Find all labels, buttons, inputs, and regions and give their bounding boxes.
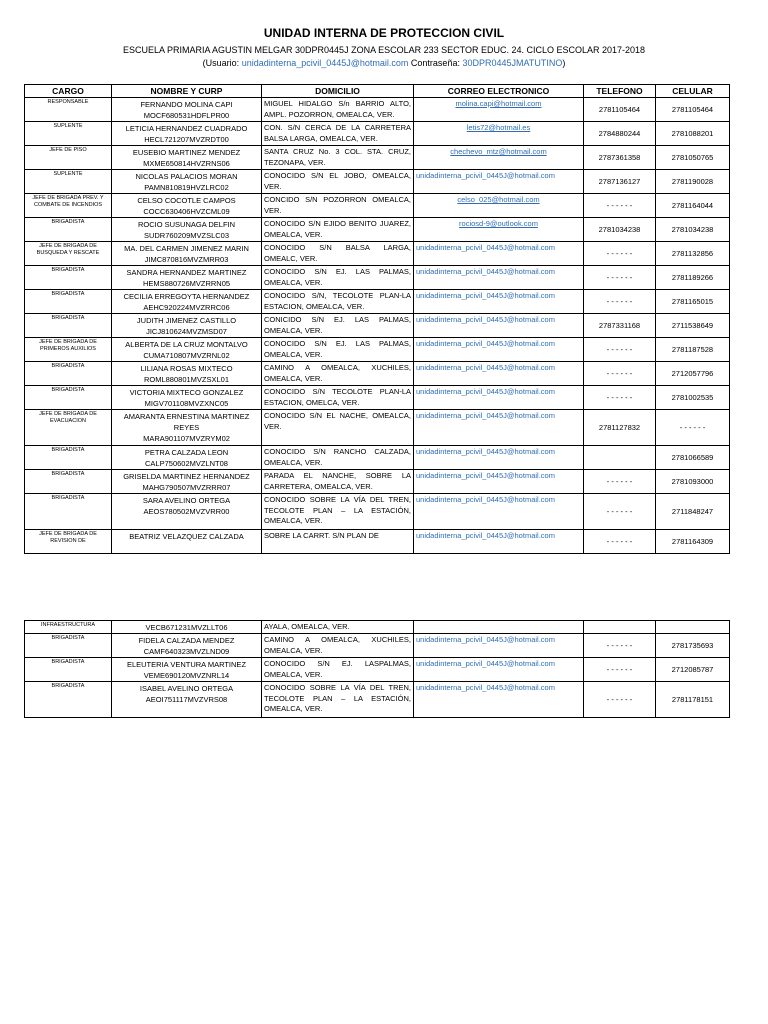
nombre-curp-cell	[112, 682, 262, 718]
cargo-cell: BRIGADISTA	[25, 658, 112, 682]
correo-cell: unidadinterna_pcivil_0445J@hotmail.com	[414, 446, 584, 470]
nombre-text: ELEUTERIA VENTURA MARTINEZ	[126, 660, 247, 669]
school-info: ESCUELA PRIMARIA AGUSTIN MELGAR 30DPR0445J ZONA ESCOLAR 233 SECTOR EDUC. 24. CICLO ESCOLAR 2017-2018	[122, 45, 646, 55]
cargo-cell: BRIGADISTA	[25, 446, 112, 470]
curp-text: AEOI751117MVZVRS08	[145, 695, 228, 704]
curp-text: MXME650814HVZRNS06	[143, 159, 230, 168]
correo-cell[interactable]: chechevo_mtz@hotmail.com	[414, 146, 584, 170]
domicilio-cell: CONOCIDO S/N, TECOLOTE PLAN-LA ESTACION, OMEALCA, VER.	[262, 290, 414, 314]
curp-text: AEHC920224MVZRRC06	[143, 303, 230, 312]
correo-cell: unidadinterna_pcivil_0445J@hotmail.com	[414, 242, 584, 266]
nombre-text: EUSEBIO MARTINEZ MENDEZ	[132, 148, 241, 157]
telefono-cell: - - - - - -	[584, 634, 656, 658]
curp-text: PAMN810819HVZLRC02	[144, 183, 229, 192]
brigade-table	[24, 84, 730, 554]
telefono-cell: 2781105464	[584, 98, 656, 122]
domicilio-cell: CONOCIDO S/N EJ. LAS PALMAS, OMEALCA, VER.	[262, 338, 414, 362]
brigade-table-continued	[24, 620, 730, 718]
celular-cell: 2711538649	[656, 314, 730, 338]
cargo-cell: BRIGADISTA	[25, 266, 112, 290]
telefono-cell: 2787331168	[584, 314, 656, 338]
curp-text: JICJ810624MVZMSD07	[146, 327, 227, 336]
nombre-curp-cell	[112, 658, 262, 682]
celular-cell: - - - - - -	[656, 410, 730, 446]
telefono-cell: 2784880244	[584, 122, 656, 146]
domicilio-cell: CONICIDO S/N EJ. LAS PALMAS, OMEALCA, VER.	[262, 314, 414, 338]
domicilio-cell: CAMINO A OMEALCA, XUCHILES, OMEALCA, VER.	[262, 634, 414, 658]
curp-text: MARA901107MVZRYM02	[143, 434, 230, 443]
nombre-text: CELSO COCOTLE CAMPOS	[137, 196, 236, 205]
celular-cell: 2781735693	[656, 634, 730, 658]
nombre-curp-cell	[112, 170, 262, 194]
correo-cell: unidadinterna_pcivil_0445J@hotmail.com	[414, 338, 584, 362]
cargo-cell: RESPONSABLE	[25, 98, 112, 122]
celular-cell: 2712085787	[656, 658, 730, 682]
telefono-cell: - - - - - -	[584, 194, 656, 218]
nombre-text: FIDELA CALZADA MENDEZ	[138, 636, 235, 645]
column-header-correo: CORREO ELECTRONICO	[414, 85, 584, 98]
nombre-curp-cell	[112, 314, 262, 338]
domicilio-cell: CONOCIDO S/N EJIDO BENITO JUAREZ, OMEALCA, VER.	[262, 218, 414, 242]
domicilio-cell: CONOCIDO S/N EL JOBO, OMEALCA, VER.	[262, 170, 414, 194]
nombre-text: FERNANDO MOLINA CAPI	[140, 100, 233, 109]
nombre-curp-cell	[112, 386, 262, 410]
cargo-cell: BRIGADISTA	[25, 386, 112, 410]
correo-cell[interactable]: letis72@hotmail.es	[414, 122, 584, 146]
nombre-text: ISABEL AVELINO ORTEGA	[139, 684, 234, 693]
cargo-cell: JEFE DE BRIGADA DE REVISION DE	[25, 530, 112, 554]
correo-cell: unidadinterna_pcivil_0445J@hotmail.com	[414, 362, 584, 386]
nombre-text: LILIANA ROSAS MIXTECO	[140, 364, 233, 373]
curp-text: CAMF640323MVZLND09	[143, 647, 230, 656]
correo-cell	[414, 621, 584, 634]
cargo-cell: JEFE DE BRIGADA DE PRIMEROS AUXILIOS	[25, 338, 112, 362]
table-row	[25, 410, 730, 446]
nombre-text: ALBERTA DE LA CRUZ MONTALVO	[125, 340, 248, 349]
telefono-cell: - - - - - -	[584, 682, 656, 718]
table-body	[25, 98, 730, 554]
table-header-row	[25, 85, 730, 98]
nombre-text: PETRA CALZADA LEON	[144, 448, 229, 457]
correo-cell[interactable]: molina.capi@hotmail.com	[414, 98, 584, 122]
correo-cell[interactable]: rociosd-9@outlook.com	[414, 218, 584, 242]
telefono-cell: - - - - - -	[584, 266, 656, 290]
curp-text: MAHG790507MVZRRR07	[142, 483, 231, 492]
cargo-cell: BRIGADISTA	[25, 218, 112, 242]
cargo-cell: BRIGADISTA	[25, 470, 112, 494]
telefono-cell: - - - - - -	[584, 362, 656, 386]
nombre-text: SANDRA HERNANDEZ MARTINEZ	[126, 268, 247, 277]
curp-text: COCC630406HVZCML09	[143, 207, 230, 216]
nombre-curp-cell	[112, 290, 262, 314]
cargo-cell: BRIGADISTA	[25, 314, 112, 338]
nombre-curp-cell	[112, 338, 262, 362]
domicilio-cell: CONOCIDO S/N TECOLOTE PLAN-LA ESTACION, OMELCA, VER.	[262, 386, 414, 410]
nombre-text: VICTORIA MIXTECO GONZALEZ	[129, 388, 244, 397]
nombre-curp-cell	[112, 98, 262, 122]
credentials-suffix: )	[562, 58, 566, 68]
cargo-cell: INFRAESTRUCTURA	[25, 621, 112, 634]
table-row	[25, 338, 730, 362]
correo-cell: unidadinterna_pcivil_0445J@hotmail.com	[414, 170, 584, 194]
nombre-curp-cell	[112, 494, 262, 530]
curp-text: MIGV701108MVZXNC05	[144, 399, 229, 408]
telefono-cell: - - - - - -	[584, 494, 656, 530]
telefono-cell: - - - - - -	[584, 290, 656, 314]
cargo-cell: JEFE DE BRIGADA PREV. Y COMBATE DE INCENDIOS	[25, 194, 112, 218]
usuario-prefix: (Usuario:	[202, 58, 242, 68]
nombre-curp-cell	[112, 410, 262, 446]
celular-cell: 2712057796	[656, 362, 730, 386]
celular-cell: 2711848247	[656, 494, 730, 530]
telefono-cell	[584, 621, 656, 634]
cargo-cell: BRIGADISTA	[25, 290, 112, 314]
cargo-cell: JEFE DE PISO	[25, 146, 112, 170]
domicilio-cell: CONCIDO S/N POZORRON OMEALCA, VER.	[262, 194, 414, 218]
nombre-curp-cell	[112, 470, 262, 494]
nombre-curp-cell	[112, 242, 262, 266]
celular-cell: 2781050765	[656, 146, 730, 170]
table-row	[25, 634, 730, 658]
celular-cell: 2781105464	[656, 98, 730, 122]
celular-cell: 2781034238	[656, 218, 730, 242]
table-row	[25, 218, 730, 242]
telefono-cell: - - - - - -	[584, 658, 656, 682]
nombre-text: BEATRIZ VELAZQUEZ CALZADA	[129, 532, 244, 541]
nombre-text: GRISELDA MARTINEZ HERNANDEZ	[123, 472, 250, 481]
table-row	[25, 290, 730, 314]
correo-cell: unidadinterna_pcivil_0445J@hotmail.com	[414, 530, 584, 554]
domicilio-cell: PARADA EL NANCHE, SOBRE LA CARRETERA, OMEALCA, VER.	[262, 470, 414, 494]
nombre-curp-cell	[112, 362, 262, 386]
correo-cell: unidadinterna_pcivil_0445J@hotmail.com	[414, 682, 584, 718]
table-row	[25, 386, 730, 410]
contrasena-label: Contraseña:	[408, 58, 463, 68]
usuario-value: unidadinterna_pcivil_0445J@hotmail.com	[241, 58, 409, 68]
nombre-curp-cell	[112, 530, 262, 554]
domicilio-cell: CON. S/N CERCA DE LA CARRETERA BALSA LARGA, OMEALCA, VER.	[262, 122, 414, 146]
nombre-text: LETICIA HERNANDEZ CUADRADO	[125, 124, 248, 133]
celular-cell: 2781178151	[656, 682, 730, 718]
nombre-text: JUDITH JIMENEZ CASTILLO	[136, 316, 237, 325]
telefono-cell: - - - - - -	[584, 338, 656, 362]
correo-cell: unidadinterna_pcivil_0445J@hotmail.com	[414, 658, 584, 682]
celular-cell: 2781164044	[656, 194, 730, 218]
curp-text: JIMC870816MVZMRR03	[144, 255, 229, 264]
table-row	[25, 530, 730, 554]
nombre-text: MA. DEL CARMEN JIMENEZ MARIN	[124, 244, 249, 253]
cargo-cell: BRIGADISTA	[25, 494, 112, 530]
celular-cell: 2781088201	[656, 122, 730, 146]
nombre-curp-cell	[112, 122, 262, 146]
nombre-text: VECB671231MVZLLT06	[145, 623, 228, 632]
cargo-cell: JEFE DE BRIGADA DE BUSQUEDA Y RESCATE	[25, 242, 112, 266]
column-header-telefono: TELEFONO	[584, 85, 656, 98]
telefono-cell: 2787361358	[584, 146, 656, 170]
correo-cell: unidadinterna_pcivil_0445J@hotmail.com	[414, 494, 584, 530]
domicilio-cell: CONOCIDO S/N EJ. LASPALMAS, OMEALCA, VER.	[262, 658, 414, 682]
credentials-line	[0, 58, 768, 68]
cargo-cell: SUPLENTE	[25, 170, 112, 194]
table-row	[25, 362, 730, 386]
curp-text: CALP750602MVZLNT08	[145, 459, 228, 468]
correo-cell: unidadinterna_pcivil_0445J@hotmail.com	[414, 386, 584, 410]
cargo-cell: BRIGADISTA	[25, 634, 112, 658]
domicilio-cell: CONOCIDO S/N RANCHO CALZADA, OMEALCA, VER.	[262, 446, 414, 470]
celular-cell	[656, 621, 730, 634]
celular-cell: 2781164309	[656, 530, 730, 554]
domicilio-cell: SANTA CRUZ No. 3 COL. STA. CRUZ, TEZONAPA, VER.	[262, 146, 414, 170]
correo-cell: unidadinterna_pcivil_0445J@hotmail.com	[414, 634, 584, 658]
table-row	[25, 122, 730, 146]
nombre-curp-cell	[112, 194, 262, 218]
cargo-cell: BRIGADISTA	[25, 682, 112, 718]
telefono-cell: - - - - - -	[584, 386, 656, 410]
nombre-text: AMARANTA ERNESTINA MARTINEZ REYES	[123, 412, 250, 432]
table-row	[25, 494, 730, 530]
table-row	[25, 98, 730, 122]
domicilio-cell: CONOCIDO S/N BALSA LARGA, OMEALC, VER.	[262, 242, 414, 266]
domicilio-cell: MIGUEL HIDALGO S/n BARRIO ALTO, AMPL. POZORRON, OMEALCA, VER.	[262, 98, 414, 122]
telefono-cell: 2781127832	[584, 410, 656, 446]
nombre-curp-cell	[112, 266, 262, 290]
curp-text: VEME690120MVZNRL14	[143, 671, 230, 680]
correo-cell: unidadinterna_pcivil_0445J@hotmail.com	[414, 290, 584, 314]
celular-cell: 2781066589	[656, 446, 730, 470]
table-row	[25, 194, 730, 218]
celular-cell: 2781189266	[656, 266, 730, 290]
table-row	[25, 470, 730, 494]
correo-cell: unidadinterna_pcivil_0445J@hotmail.com	[414, 410, 584, 446]
domicilio-cell: SOBRE LA CARRT. S/N PLAN DE	[262, 530, 414, 554]
nombre-curp-cell	[112, 634, 262, 658]
curp-text: CUMA710807MVZRNL02	[143, 351, 230, 360]
domicilio-cell: CAMINO A OMEALCA, XUCHILES, OMEALCA, VER.	[262, 362, 414, 386]
table-row	[25, 621, 730, 634]
nombre-text: CECILIA ERREGOYTA HERNANDEZ	[123, 292, 250, 301]
nombre-curp-cell	[112, 621, 262, 634]
curp-text: MOCF680531HDFLPR00	[143, 111, 230, 120]
column-header-cargo: CARGO	[25, 85, 112, 98]
document-title: UNIDAD INTERNA DE PROTECCION CIVIL	[263, 26, 505, 40]
table-row	[25, 446, 730, 470]
telefono-cell: - - - - - -	[584, 530, 656, 554]
correo-cell: unidadinterna_pcivil_0445J@hotmail.com	[414, 314, 584, 338]
nombre-curp-cell	[112, 218, 262, 242]
table-row	[25, 146, 730, 170]
telefono-cell: 2781034238	[584, 218, 656, 242]
table-row	[25, 242, 730, 266]
document-header	[0, 26, 768, 68]
correo-cell[interactable]: celso_025@hotmail.com	[414, 194, 584, 218]
curp-text: HEMS880726MVZRRN05	[142, 279, 231, 288]
telefono-cell: 2787136127	[584, 170, 656, 194]
telefono-cell: - - - - - -	[584, 242, 656, 266]
domicilio-cell: CONOCIDO SOBRE LA VÍA DEL TREN, TECOLOTE PLAN – LA ESTACIÓN, OMEALCA, VER.	[262, 494, 414, 530]
nombre-text: ROCIO SUSUNAGA DELFIN	[137, 220, 236, 229]
celular-cell: 2781187528	[656, 338, 730, 362]
nombre-curp-cell	[112, 146, 262, 170]
column-header-celular: CELULAR	[656, 85, 730, 98]
correo-cell: unidadinterna_pcivil_0445J@hotmail.com	[414, 266, 584, 290]
curp-text: ROML880801MVZSXL01	[143, 375, 230, 384]
celular-cell: 2781190028	[656, 170, 730, 194]
domicilio-cell: AYALA, OMEALCA, VER.	[262, 621, 414, 634]
table-row	[25, 658, 730, 682]
domicilio-cell: CONOCIDO S/N EJ. LAS PALMAS, OMEALCA, VER.	[262, 266, 414, 290]
curp-text: HECL721207MVZRDT00	[144, 135, 229, 144]
curp-text: SUDR760209MVZSLC03	[143, 231, 230, 240]
celular-cell: 2781002535	[656, 386, 730, 410]
column-header-domicilio: DOMICILIO	[262, 85, 414, 98]
domicilio-cell: CONOCIDO SOBRE LA VÍA DEL TREN, TECOLOTE PLAN – LA ESTACIÓN, OMEALCA, VER.	[262, 682, 414, 718]
nombre-text: NICOLAS PALACIOS MORAN	[135, 172, 238, 181]
domicilio-cell: CONOCIDO S/N EL NACHE, OMEALCA, VER.	[262, 410, 414, 446]
cargo-cell: SUPLENTE	[25, 122, 112, 146]
table-body-continued	[25, 621, 730, 718]
cargo-cell: BRIGADISTA	[25, 362, 112, 386]
celular-cell: 2781132856	[656, 242, 730, 266]
cargo-cell: JEFE DE BRIGADA DE EVACUACION	[25, 410, 112, 446]
contrasena-value: 30DPR0445JMATUTINO	[462, 58, 563, 68]
telefono-cell	[584, 446, 656, 470]
table-row	[25, 266, 730, 290]
celular-cell: 2781165015	[656, 290, 730, 314]
table-row	[25, 314, 730, 338]
correo-cell: unidadinterna_pcivil_0445J@hotmail.com	[414, 470, 584, 494]
table-row	[25, 682, 730, 718]
curp-text: AEOS780502MVZVRR00	[143, 507, 230, 516]
column-header-nombre: NOMBRE Y CURP	[112, 85, 262, 98]
table-row	[25, 170, 730, 194]
telefono-cell: - - - - - -	[584, 470, 656, 494]
celular-cell: 2781093000	[656, 470, 730, 494]
nombre-text: SARA AVELINO ORTEGA	[142, 496, 231, 505]
nombre-curp-cell	[112, 446, 262, 470]
